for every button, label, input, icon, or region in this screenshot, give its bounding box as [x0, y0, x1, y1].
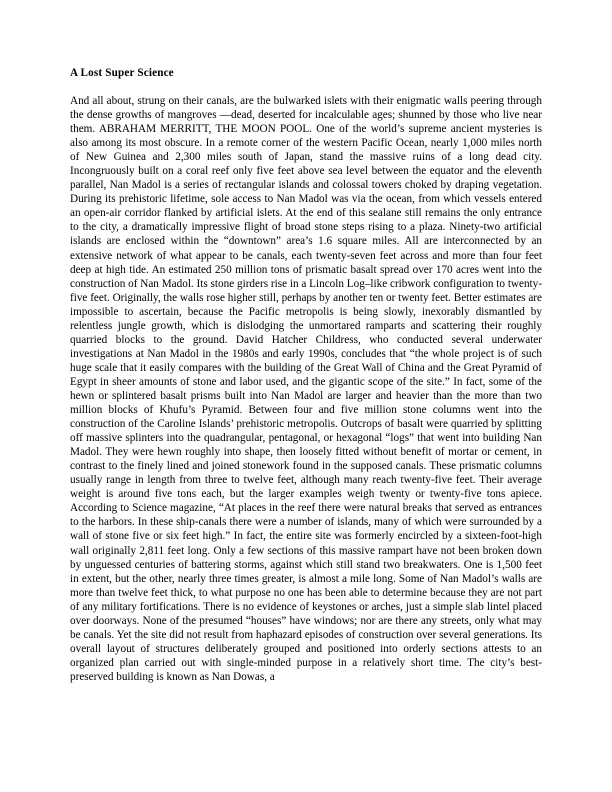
body-paragraph: And all about, strung on their canals, are the bulwarked islets with their enigmatic walls peering through the dense growths of mangroves —dead, deserted for incalculable ages; shunned by those who live near them. ABRAHAM MERRITT, THE MOON POOL. One of the world’s supreme ancient mysteries is also among its most obscure. In a remote corner of the western Pacific Ocean, nearly 1,000 miles north of New Guinea and 2,300 miles south of Japan, stand the massive ruins of a long dead city. Incongruously built on a coral reef only five feet above sea level between the equator and the eleventh parallel, Nan Madol is a series of rectangular islands and colossal towers choked by draping vegetation. During its prehistoric lifetime, sole access to Nan Madol was via the ocean, from which vessels entered an open-air corridor flanked by artificial islets. At the end of this sealane still remains the only entrance to the city, a dramatically impressive flight of broad stone steps rising to a plaza. Ninety-two artificial islands are enclosed within the “downtown” area’s 1.6 square miles. All are interconnected by an extensive network of what appear to be canals, each twenty-seven feet across and more than four feet deep at high tide. An estimated 250 million tons of prismatic basalt spread over 170 acres went into the construction of Nan Madol. Its stone girders rise in a Lincoln Log–like cribwork configuration to twenty-five feet. Originally, the walls rose higher still, perhaps by another ten or twenty feet. Better estimates are impossible to ascertain, because the Pacific metropolis is being slowly, inexorably dismantled by relentless jungle growth, which is dislodging the unmortared ramparts and scattering their roughly quarried blocks to the ground. David Hatcher Childress, who conducted several underwater investigations at Nan Madol in the 1980s and early 1990s, concludes that “the whole project is of such huge scale that it easily compares with the building of the Great Wall of China and the Great Pyramid of Egypt in sheer amounts of stone and labor used, and the gigantic scope of the site.” In fact, some of the hewn or splintered basalt prisms built into Nan Madol are larger and heavier than the more than two million blocks of Khufu’s Pyramid. Between four and five million stone columns went into the construction of the Caroline Islands’ prehistoric metropolis. Outcrops of basalt were quarried by splitting off massive splinters into the quadrangular, pentagonal, or hexagonal “logs” that went into building Nan Madol. They were hewn roughly into shape, then loosely fitted without benefit of mortar or cement, in contrast to the finely lined and joined stonework found in the supposed canals. These prismatic columns usually range in length from three to twelve feet, although many reach twenty-five feet. Their average weight is around five tons each, but the larger examples weigh twenty or twenty-five tons apiece. According to Science magazine, “At places in the reef there were natural breaks that served as entrances to the harbors. In these ship-canals there were a number of islands, many of which were surrounded by a wall of stone five or six feet high.” In fact, the entire site was formerly encircled by a sixteen-foot-high wall originally 2,811 feet long. Only a few sections of this massive rampart have not been broken down by unguessed centuries of battering storms, against which still stand two breakwaters. One is 1,500 feet in extent, but the other, nearly three times greater, is almost a mile long. Some of Nan Madol’s walls are more than twelve feet thick, to what purpose no one has been able to determine because they are not part of any military fortifications. There is no evidence of keystones or arches, just a simple slab lintel placed over doorways. None of the presumed “houses” have windows; nor are there any streets, only what may be canals. Yet the site did not result from haphazard episodes of construction over several generations. Its overall layout of structures deliberately grouped and positioned into orderly sections attests to an organized plan carried out with single-minded purpose in a relatively short time. The city’s best-preserved building is known as Nan Dowas, a: [70, 95, 542, 683]
page-title: A Lost Super Science: [70, 67, 174, 79]
